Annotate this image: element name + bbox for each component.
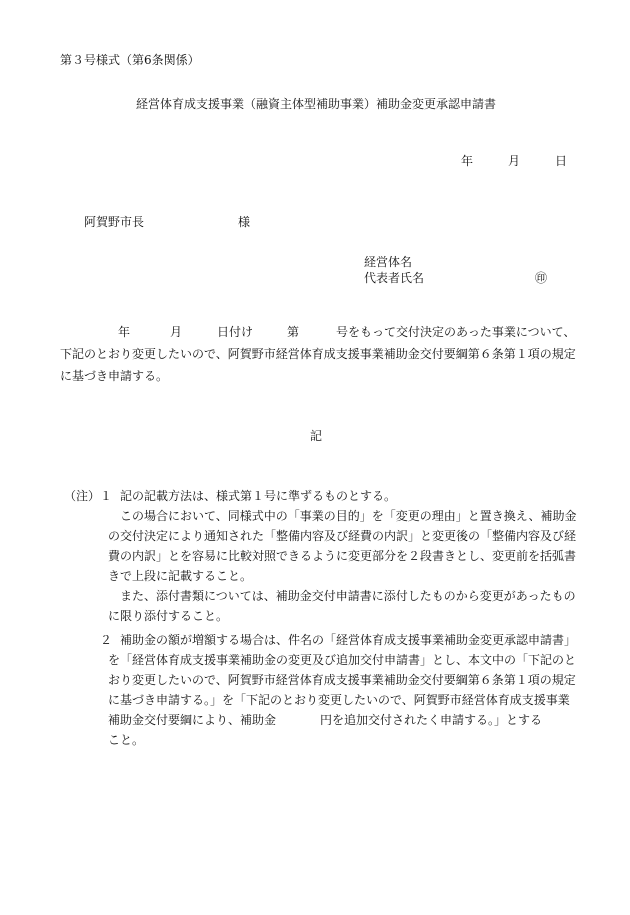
body-line2: 下記のとおり変更したいので、阿賀野市経営体育成支援事業補助金交付要綱第６条第１項の規定 xyxy=(60,347,576,361)
body-dated: 日付け xyxy=(217,325,254,339)
representative-label: 代表者氏名 xyxy=(364,271,425,285)
date-year-label: 年 xyxy=(461,154,474,168)
date-day-label: 日 xyxy=(555,154,568,168)
note1-line: 記の記載方法は、様式第１号に準ずるものとする。 xyxy=(120,489,397,503)
note2-line: こと。 xyxy=(108,733,145,747)
note1-line: に限り添付すること。 xyxy=(108,609,229,623)
note1-line: の交付決定により通知された「整備内容及び経費の内訳」と変更後の「整備内容及び経 xyxy=(108,529,577,543)
note1-line: きで上段に記載すること。 xyxy=(108,569,253,583)
body-line3: に基づき申請する。 xyxy=(60,369,169,383)
org-name-label: 経営体名 xyxy=(364,255,413,269)
note2-line: 補助金の額が増額する場合は、件名の「経営体育成支援事業補助金変更承認申請書」 xyxy=(120,633,577,647)
addressee-honorific: 様 xyxy=(238,215,251,229)
note2-line: に基づき申請する。」を「下記のとおり変更したいので、阿賀野市経営体育成支援事業 xyxy=(108,693,570,707)
body-month: 月 xyxy=(170,325,183,339)
body-number-prefix: 第 xyxy=(287,325,300,339)
body-line1-rest: 号をもって交付決定のあった事業について、 xyxy=(336,325,576,339)
note2-line: 補助金交付要綱により、補助金 xyxy=(108,713,277,727)
body-year: 年 xyxy=(118,325,131,339)
note1-line: この場合において、同様式中の「事業の目的」を「変更の理由」と置き換え、補助金 xyxy=(120,509,577,523)
ki-heading: 記 xyxy=(310,429,323,443)
note1-line: また、添付書類については、補助金交付申請書に添付したものから変更があったもの xyxy=(120,589,576,603)
note2-line: 円を追加交付されたく申請する。」とする xyxy=(320,713,543,727)
addressee-name: 阿賀野市長 xyxy=(84,215,145,229)
seal-mark: ㊞ xyxy=(535,271,548,285)
note2-line: を「経営体育成支援事業補助金の変更及び追加交付申請書」とし、本文中の「下記のと xyxy=(108,653,577,667)
note2-number: ２ xyxy=(100,633,113,647)
note1-line: 費の内訳」とを容易に比較対照できるように変更部分を２段書きとし、変更前を括弧書 xyxy=(108,549,577,563)
form-number: 第３号様式（第6条関係） xyxy=(60,53,200,67)
note2-line: おり変更したいので、阿賀野市経営体育成支援事業補助金交付要綱第６条第１項の規定 xyxy=(108,673,576,687)
notes-label: （注）１ xyxy=(64,489,113,503)
date-month-label: 月 xyxy=(508,154,521,168)
form-title: 経営体育成支援事業（融資主体型補助事業）補助金変更承認申請書 xyxy=(136,97,497,111)
